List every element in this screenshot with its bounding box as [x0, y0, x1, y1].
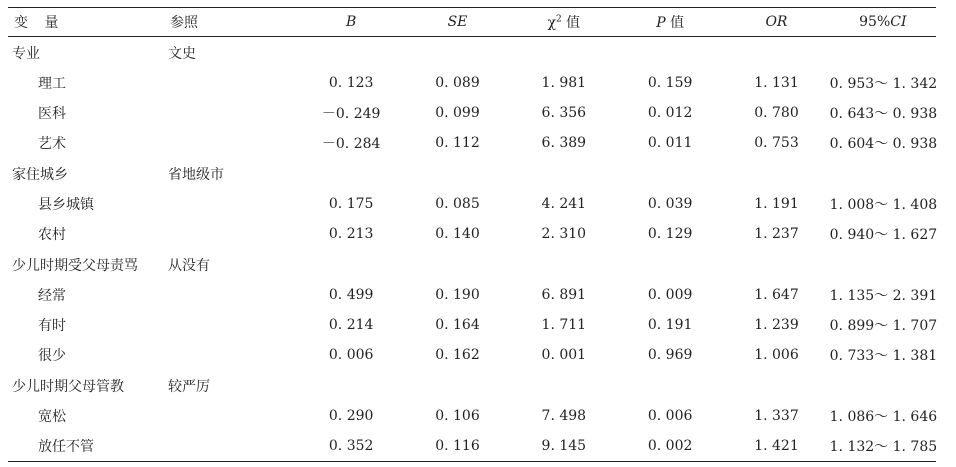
cell-chi2: 9. 145	[511, 431, 617, 462]
cell-or: 1. 647	[754, 287, 799, 303]
row-reference-empty	[168, 128, 298, 158]
cell-se: 0. 085	[435, 196, 480, 212]
cell-ci: 0. 940～ 1. 627	[829, 227, 938, 243]
cell-chi2: 4. 241	[541, 196, 587, 212]
cell-chi2: 1. 981	[541, 75, 587, 91]
cell-or: 1. 191	[754, 196, 799, 212]
row-reference-empty	[168, 310, 298, 340]
cell-chi2: 2. 310	[541, 226, 587, 242]
cell-p: 0. 011	[647, 135, 693, 151]
cell-se: 0. 190	[435, 287, 480, 303]
table-row	[8, 280, 936, 310]
cell-ci: 0. 733～ 1. 381	[829, 348, 938, 364]
cell-b: 0. 213	[328, 226, 374, 242]
cell-chi2: 1. 711	[541, 317, 587, 333]
group-reference: 文史	[168, 45, 196, 62]
table-row	[8, 189, 936, 219]
row-reference-empty	[168, 401, 298, 431]
row-reference-empty	[168, 189, 298, 219]
cell-p: 0. 039	[647, 196, 693, 212]
cell-or: 0. 780	[754, 105, 799, 121]
group-empty	[298, 37, 936, 69]
row-reference-empty	[168, 280, 298, 310]
header-row	[8, 8, 936, 37]
cell-p: 0. 969	[647, 347, 693, 363]
cell-or: 1. 421	[723, 431, 829, 462]
cell-se: 0. 099	[435, 105, 480, 121]
table-row	[8, 310, 936, 340]
row-reference-empty	[168, 431, 298, 462]
row-label: 宽松	[38, 409, 66, 425]
cell-b: 0. 123	[328, 75, 374, 91]
cell-chi2: 7. 498	[541, 408, 587, 424]
group-name: 家住城乡	[12, 166, 68, 183]
cell-b: －0. 249	[321, 106, 381, 122]
group-empty	[298, 370, 936, 401]
cell-ci: 0. 643～ 0. 938	[829, 106, 938, 122]
cell-ci: 0. 953～ 1. 342	[829, 76, 938, 92]
group-row	[8, 249, 936, 280]
cell-se: 0. 112	[435, 135, 480, 151]
cell-or: 1. 006	[754, 347, 799, 363]
row-label: 医科	[38, 106, 66, 122]
cell-or: 1. 239	[754, 317, 799, 333]
cell-ci: 1. 135～ 2. 391	[829, 288, 938, 304]
cell-or: 1. 237	[754, 226, 799, 242]
table-row	[8, 431, 936, 462]
header-b: B	[298, 8, 404, 37]
cell-b: －0. 284	[321, 136, 381, 152]
cell-b: 0. 290	[328, 408, 374, 424]
row-label: 很少	[38, 348, 66, 364]
group-row	[8, 158, 936, 189]
cell-p: 0. 006	[647, 408, 693, 424]
row-label: 县乡城镇	[38, 197, 94, 213]
cell-chi2: 6. 356	[541, 105, 587, 121]
row-reference-empty	[168, 340, 298, 370]
cell-se: 0. 140	[435, 226, 480, 242]
group-empty	[298, 249, 936, 280]
group-name: 少儿时期受父母责骂	[12, 257, 138, 274]
group-row	[8, 370, 936, 401]
cell-p: 0. 191	[647, 317, 693, 333]
header-se: SE	[404, 8, 510, 37]
regression-table	[8, 7, 936, 462]
table-row	[8, 401, 936, 431]
cell-or: 0. 753	[754, 135, 799, 151]
cell-p: 0. 009	[647, 287, 693, 303]
cell-b: 0. 214	[328, 317, 374, 333]
row-label: 放任不管	[8, 431, 168, 462]
cell-se: 0. 089	[435, 75, 480, 91]
row-label: 理工	[38, 76, 66, 92]
row-label: 艺术	[38, 136, 66, 152]
group-reference: 较严厉	[168, 378, 210, 395]
row-label: 农村	[38, 227, 66, 243]
header-chi2: $\chi^2$ 值	[511, 8, 617, 37]
header-ci: 95%CI	[830, 8, 936, 37]
header-p: P 值	[617, 8, 723, 37]
table-row	[8, 219, 936, 249]
cell-se: 0. 162	[435, 347, 480, 363]
table-body	[8, 37, 936, 462]
cell-ci: 1. 086～ 1. 646	[829, 409, 938, 425]
table-row	[8, 340, 936, 370]
cell-ci: 1. 132～ 1. 785	[830, 431, 936, 462]
table-header	[8, 8, 936, 37]
cell-ci: 1. 008～ 1. 408	[829, 197, 938, 213]
row-reference-empty	[168, 68, 298, 98]
group-reference: 从没有	[168, 257, 210, 274]
cell-or: 1. 337	[754, 408, 799, 424]
cell-or: 1. 131	[754, 75, 799, 91]
row-reference-empty	[168, 98, 298, 128]
group-name: 少儿时期父母管教	[12, 378, 124, 395]
header-variable: 变 量	[8, 8, 168, 37]
header-reference: 参照	[168, 8, 298, 37]
cell-chi2: 6. 389	[541, 135, 587, 151]
cell-b: 0. 006	[328, 347, 374, 363]
table-row	[8, 98, 936, 128]
cell-se: 0. 106	[435, 408, 480, 424]
cell-p: 0. 002	[617, 431, 723, 462]
cell-b: 0. 499	[328, 287, 374, 303]
cell-b: 0. 352	[298, 431, 404, 462]
cell-ci: 0. 899～ 1. 707	[829, 318, 938, 334]
group-reference: 省地级市	[168, 166, 224, 183]
cell-ci: 0. 604～ 0. 938	[829, 136, 938, 152]
row-label: 经常	[38, 288, 66, 304]
cell-se: 0. 164	[435, 317, 480, 333]
cell-chi2: 6. 891	[541, 287, 587, 303]
table-row	[8, 68, 936, 98]
cell-p: 0. 012	[647, 105, 693, 121]
cell-se: 0. 116	[404, 431, 510, 462]
header-or: OR	[723, 8, 829, 37]
table-row	[8, 128, 936, 158]
cell-p: 0. 129	[647, 226, 693, 242]
group-empty	[298, 158, 936, 189]
cell-p: 0. 159	[647, 75, 693, 91]
row-reference-empty	[168, 219, 298, 249]
row-label: 有时	[38, 318, 66, 334]
cell-b: 0. 175	[328, 196, 374, 212]
group-row	[8, 37, 936, 69]
cell-chi2: 0. 001	[541, 347, 587, 363]
group-name: 专业	[12, 45, 40, 62]
